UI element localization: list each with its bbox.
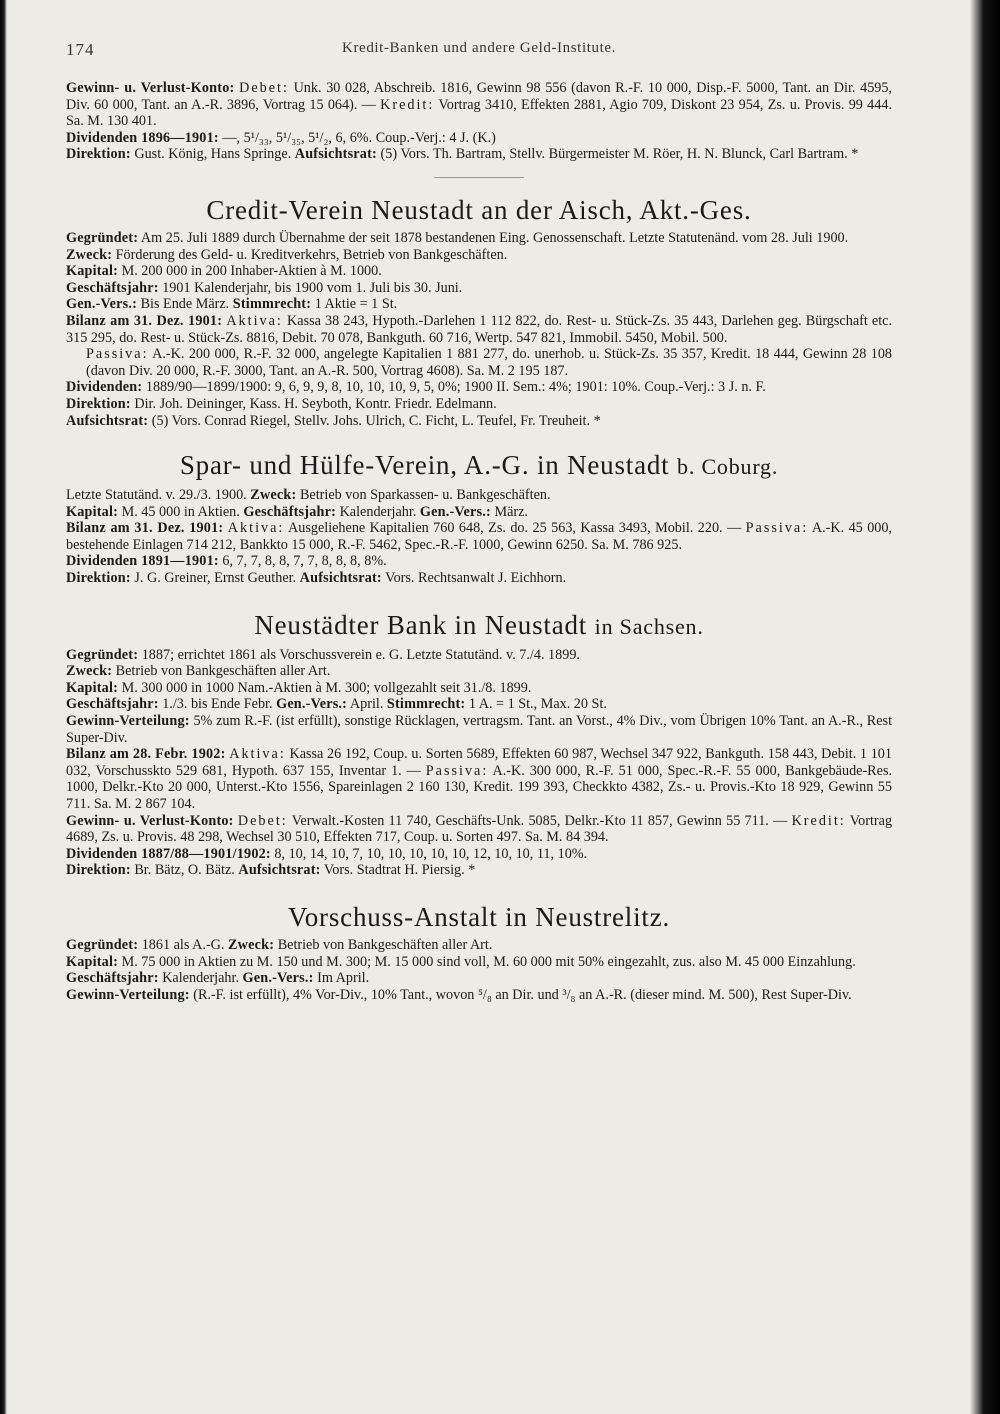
dir-text: J. G. Greiner, Ernst Geuther.	[134, 570, 297, 587]
geschaeftsjahr-genvers	[66, 970, 892, 987]
ar-label: Aufsichtsrat:	[66, 412, 149, 429]
ar-label: Aufsichtsrat:	[238, 862, 321, 879]
running-title: Kredit-Banken und andere Geld-Institute.	[342, 40, 616, 56]
bil-label: Bilanz am 31. Dez. 1901:	[66, 312, 223, 329]
gv-text: Bis Ende März.	[140, 296, 230, 313]
gv-label: Gen.-Vers.:	[419, 503, 491, 520]
kap-text: M. 75 000 in Aktien zu M. 150 und M. 300; M. 15 000 sind voll, M. 60 000 mit 50% eingezahlt, zus. also M. 45 000 Einzahlung.	[121, 953, 856, 970]
geg-label: Gegründet:	[66, 936, 139, 953]
zweck-label: Zweck:	[228, 936, 275, 953]
gewinn-verlust-konto	[66, 813, 892, 846]
entry-vorschuss-anstalt	[66, 901, 892, 1003]
aktiva-label: Aktiva:	[226, 312, 283, 329]
passiva-label: Passiva:	[86, 346, 149, 363]
entry-title	[66, 609, 892, 643]
passiva-label: Passiva:	[425, 762, 489, 779]
entry-credit-verein-neustadt	[66, 194, 892, 429]
entry-title	[66, 449, 892, 483]
kap-label: Kapital:	[66, 953, 119, 970]
statut-zweck	[66, 487, 892, 504]
title-main: Spar- und Hülfe-Verein, A.-G. in Neustadt	[179, 450, 670, 481]
direktion-aufsichtsrat	[66, 146, 892, 163]
geschaeftsjahr-genvers-stimmrecht	[66, 696, 892, 713]
gj-text: Kalenderjahr.	[162, 970, 239, 987]
gegruendet-zweck	[66, 937, 892, 954]
page-number: 174	[66, 40, 95, 59]
geg-text: Am 25. Juli 1889 durch Übernahme der seit 1878 bestandenen Eing. Genossenschaft. Letzte Statutenänd. vom 28. Juli 1900.	[140, 229, 849, 246]
ar-text: (5) Vors. Conrad Riegel, Stellv. Johs. Ulrich, C. Ficht, L. Teufel, Fr. Treuheit. *	[151, 412, 601, 429]
kapital	[66, 680, 892, 697]
kapital	[66, 263, 892, 280]
dividenden	[66, 553, 892, 570]
dir-label: Direktion:	[66, 146, 131, 163]
gv-text: Im April.	[317, 970, 370, 987]
bilanz-passiva	[66, 346, 892, 379]
div-text: 6, 7, 7, 8, 8, 7, 7, 8, 8, 8, 8%.	[222, 553, 387, 570]
zweck-label: Zweck:	[66, 246, 113, 263]
gv-text: März.	[494, 503, 528, 520]
title-location: in Sachsen.	[594, 613, 704, 639]
gv-label: Gen.-Vers.:	[66, 296, 138, 313]
kredit-text: Vortrag 4689, Zs. u. Provis. 48 298, Wechsel 30 510, Effekten 717, Coup. u. Sorten 497. Sa. M. 84 394.	[66, 812, 893, 846]
kredit-text: Vortrag 3410, Effekten 2881, Agio 709, Diskont 23 954, Zs. u. Provis. 99 444. Sa. M. 130 401.	[66, 96, 892, 130]
direktion-aufsichtsrat	[66, 570, 892, 587]
dir-label: Direktion:	[66, 570, 131, 587]
st-label: Stimmrecht:	[232, 296, 312, 313]
gewinn-verlust-konto	[66, 80, 892, 130]
bilanz	[66, 520, 892, 553]
gv-label: Gen.-Vers.:	[276, 696, 348, 713]
dividenden	[66, 846, 892, 863]
aktiva-label: Aktiva:	[229, 746, 286, 763]
zweck	[66, 247, 892, 264]
passiva-text: A.-K. 45 000, bestehende Einlagen 714 212, Bankkto 15 000, R.-F. 5462, Spec.-R.-F. 1000, Gewinn 6250. Sa. M. 786 925.	[66, 520, 893, 553]
debet-label: Debet:	[237, 812, 288, 829]
div-text: —, 5¹/₃₃, 5¹/₃₅, 5¹/₂, 6, 6%. Coup.-Verj.: 4 J. (K.)	[222, 129, 496, 146]
title-main: Neustädter Bank in Neustadt	[254, 609, 588, 640]
st-text: 1 Aktie = 1 St.	[314, 296, 398, 313]
gv-label: Gewinn- u. Verlust-Konto:	[66, 80, 235, 96]
bil-label: Bilanz am 31. Dez. 1901:	[66, 520, 224, 537]
dividenden	[66, 379, 892, 396]
dividenden	[66, 130, 892, 147]
passiva-text: A.-K. 300 000, R.-F. 51 000, Spec.-R.-F. 55 000, Bankgebäude-Res. 1000, Delkr.-Kto 20 000, Unterst.-Kto 1556, Spareinlagen 2 160 130, Kredit. 199 393, Checkkto 4382, Zs.- u. Provis.-Kto 18 929, Gewinn 55 711. Sa. M. 2 867 104.	[66, 762, 893, 812]
ar-label: Aufsichtsrat:	[299, 570, 382, 587]
kredit-label: Kredit:	[380, 96, 435, 113]
zweck	[66, 663, 892, 680]
zweck-label: Zweck:	[250, 487, 297, 504]
div-label: Dividenden:	[66, 379, 143, 396]
gen-vers-stimmrecht	[66, 296, 892, 313]
running-header	[66, 40, 892, 66]
bilanz	[66, 746, 892, 812]
entry-title: Vorschuss-Anstalt in Neustrelitz.	[287, 901, 671, 932]
gegruendet	[66, 647, 892, 664]
div-label: Dividenden 1896—1901:	[66, 129, 219, 146]
div-text: 1889/90—1899/1900: 9, 6, 9, 9, 8, 10, 10, 10, 9, 5, 0%; 1900 II. Sem.: 4%; 1901: 10%. Coup.-Verj.: 3 J. n. F.	[145, 379, 766, 396]
zweck-text: Betrieb von Sparkassen- u. Bankgeschäften.	[299, 487, 551, 504]
div-label: Dividenden 1891—1901:	[66, 553, 219, 570]
zweck-text: Betrieb von Bankgeschäften aller Art.	[115, 663, 331, 680]
ar-text: Vors. Rechtsanwalt J. Eichhorn.	[385, 570, 567, 587]
kap-text: M. 200 000 in 200 Inhaber-Aktien à M. 1000.	[121, 263, 382, 280]
ar-label: Aufsichtsrat:	[294, 146, 377, 163]
aktiva-label: Aktiva:	[227, 520, 285, 537]
zweck-text: Betrieb von Bankgeschäften aller Art.	[277, 936, 493, 953]
st-text: 1 A. = 1 St., Max. 20 St.	[468, 696, 607, 713]
passiva-label: Passiva:	[745, 520, 809, 537]
ar-text: Vors. Stadtrat H. Piersig. *	[323, 862, 476, 879]
direktion-aufsichtsrat	[66, 862, 892, 879]
debet-text: Verwalt.-Kosten 11 740, Geschäfts-Unk. 5085, Delkr.-Kto 11 857, Gewinn 55 711. —	[291, 812, 788, 829]
gj-text: 1901 Kalenderjahr, bis 1900 vom 1. Juli bis 30. Juni.	[162, 279, 463, 296]
aktiva-text: Ausgeliehene Kapitalien 760 648, Zs. do. 25 563, Kassa 3493, Mobil. 220. —	[288, 520, 742, 537]
gj-text: 1./3. bis Ende Febr.	[162, 696, 273, 713]
zweck-label: Zweck:	[66, 663, 113, 680]
gvt-label: Gewinn-Verteilung:	[66, 986, 190, 1003]
aufsichtsrat	[66, 413, 892, 430]
gvk-label: Gewinn- u. Verlust-Konto:	[66, 812, 234, 829]
dir-label: Direktion:	[66, 395, 131, 412]
stat-text: Letzte Statutänd. v. 29./3. 1900.	[66, 487, 247, 504]
geg-text: 1861 als A.-G.	[141, 936, 225, 953]
geg-text: 1887; errichtet 1861 als Vorschussverein e. G. Letzte Statutänd. v. 7./4. 1899.	[141, 646, 580, 663]
debet-label: Debet:	[239, 80, 289, 96]
dir-text: Gust. König, Hans Springe.	[134, 146, 292, 163]
geg-label: Gegründet:	[66, 646, 139, 663]
entry-title: Credit-Verein Neustadt an der Aisch, Akt.-Ges.	[206, 194, 752, 225]
gj-label: Geschäftsjahr:	[243, 503, 337, 520]
gewinn-verteilung	[66, 987, 892, 1004]
dir-text: Dir. Joh. Deininger, Kass. H. Seyboth, Kontr. Friedr. Edelmann.	[134, 395, 497, 412]
kap-text: M. 300 000 in 1000 Nam.-Aktien à M. 300; vollgezahlt seit 31./8. 1899.	[121, 679, 532, 696]
gvt-text: (R.-F. ist erfüllt), 4% Vor-Div., 10% Tant., wovon ⁵/₈ an Dir. und ³/₈ an A.-R. (dieser mind. M. 500), Rest Super-Div.	[193, 986, 852, 1003]
aktiva-text: Kassa 26 192, Coup. u. Sorten 5689, Effekten 60 987, Wechsel 347 922, Bankguth. 158 443, Debit. 1 101 032, Vorschusskto 529 681, Hypoth. 637 155, Inventar 1. —	[66, 746, 892, 779]
kredit-label: Kredit:	[791, 812, 846, 829]
passiva-text: A.-K. 200 000, R.-F. 32 000, angelegte Kapitalien 1 881 277, do. unerhob. u. Stück-Zs. 35 357, Kredit. 18 444, Gewinn 28 108 (davon Div. 20 000, R.-F. 3000, Tant. an A.-R. 500, Vortrag 4608). Sa. M. 2 195 187.	[86, 346, 893, 379]
title-location: b. Coburg.	[677, 454, 779, 480]
entry-previous-bank	[66, 80, 892, 178]
gv-text: April.	[349, 696, 384, 713]
div-label: Dividenden 1887/88—1901/1902:	[66, 845, 271, 862]
gj-text: Kalenderjahr.	[339, 503, 417, 520]
kap-label: Kapital:	[66, 263, 119, 280]
div-text: 8, 10, 14, 10, 7, 10, 10, 10, 10, 10, 12, 10, 10, 11, 10%.	[274, 845, 588, 862]
geg-label: Gegründet:	[66, 229, 139, 246]
kap-label: Kapital:	[66, 679, 119, 696]
kap-label: Kapital:	[66, 503, 119, 520]
st-label: Stimmrecht:	[386, 696, 466, 713]
gj-label: Geschäftsjahr:	[66, 970, 159, 987]
debet-text: Unk. 30 028, Abschreib. 1816, Gewinn 98 556 (davon R.-F. 10 000, Disp.-F. 5000, Tant. an Dir. 4595, Div. 60 000, Tant. an A.-R. 3896, Vortrag 15 064). —	[66, 80, 893, 113]
section-divider	[434, 177, 524, 178]
zweck-text: Förderung des Geld- u. Kreditverkehrs, Betrieb von Bankgeschäften.	[115, 246, 508, 263]
bilanz-aktiva	[66, 313, 892, 346]
entry-spar-huelfe-verein	[66, 449, 892, 587]
gvt-text: 5% zum R.-F. (ist erfüllt), sonstige Rücklagen, vertragsm. Tant. an Vorst., 4% Div., vom Übrigen 10% Tant. an A.-R., Rest Super-Div.	[66, 713, 893, 746]
gvt-label: Gewinn-Verteilung:	[66, 713, 190, 730]
dir-label: Direktion:	[66, 862, 131, 879]
gewinn-verteilung	[66, 713, 892, 746]
gegruendet	[66, 230, 892, 247]
ar-text: (5) Vors. Th. Bartram, Stellv. Bürgermeister M. Röer, H. N. Blunck, Carl Bartram. *	[380, 146, 859, 163]
aktiva-text: Kassa 38 243, Hypoth.-Darlehen 1 112 822, do. Rest- u. Stück-Zs. 35 443, Darlehen geg. Bürgschaft etc. 315 295, do. Rest- u. Stück-Zs. 8816, Debit. 70 078, Bankguth. 60 716, Wertp. 547 821, Immobil. 5450, Mobil. 500.	[66, 312, 893, 346]
direktion	[66, 396, 892, 413]
kapital-geschaeftsjahr	[66, 504, 892, 521]
kap-text: M. 45 000 in Aktien.	[121, 503, 240, 520]
kapital	[66, 954, 892, 971]
gj-label: Geschäftsjahr:	[66, 279, 159, 296]
entry-neustaedter-bank	[66, 609, 892, 879]
dir-text: Br. Bätz, O. Bätz.	[134, 862, 235, 879]
gj-label: Geschäftsjahr:	[66, 696, 159, 713]
geschaeftsjahr	[66, 280, 892, 297]
gv-label: Gen.-Vers.:	[242, 970, 314, 987]
bil-label: Bilanz am 28. Febr. 1902:	[66, 746, 226, 763]
